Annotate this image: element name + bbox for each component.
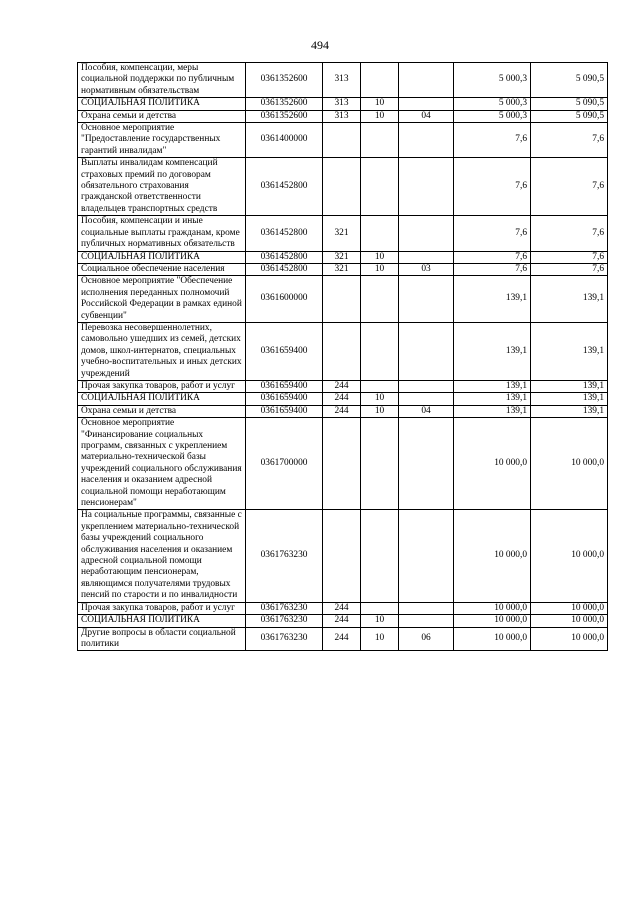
cell-sum2: 10 000,0 bbox=[531, 615, 608, 627]
cell-vr: 244 bbox=[323, 380, 361, 392]
cell-sum1: 7,6 bbox=[454, 263, 531, 275]
cell-code: 0361700000 bbox=[246, 418, 323, 510]
cell-vr bbox=[323, 158, 361, 216]
cell-rz: 10 bbox=[361, 405, 399, 417]
table-row bbox=[78, 615, 608, 627]
table-row bbox=[78, 276, 608, 323]
cell-pr bbox=[399, 393, 454, 405]
cell-sum2: 139,1 bbox=[531, 322, 608, 380]
cell-sum2: 10 000,0 bbox=[531, 510, 608, 602]
cell-vr: 244 bbox=[323, 602, 361, 614]
cell-sum2: 139,1 bbox=[531, 393, 608, 405]
cell-pr: 03 bbox=[399, 263, 454, 275]
cell-sum1: 5 000,3 bbox=[454, 110, 531, 122]
cell-vr bbox=[323, 123, 361, 158]
cell-sum2: 7,6 bbox=[531, 158, 608, 216]
cell-name: Пособия, компенсации и иные социальные выплаты гражданам, кроме публичных нормативных обязательств bbox=[78, 216, 246, 251]
cell-sum1: 139,1 bbox=[454, 380, 531, 392]
cell-code: 0361600000 bbox=[246, 276, 323, 323]
cell-pr bbox=[399, 158, 454, 216]
cell-pr bbox=[399, 123, 454, 158]
cell-sum2: 139,1 bbox=[531, 405, 608, 417]
cell-vr: 321 bbox=[323, 216, 361, 251]
table-row bbox=[78, 510, 608, 602]
table-body bbox=[78, 63, 608, 651]
cell-vr: 313 bbox=[323, 63, 361, 98]
cell-sum1: 139,1 bbox=[454, 405, 531, 417]
table-row bbox=[78, 123, 608, 158]
cell-sum1: 7,6 bbox=[454, 123, 531, 158]
cell-code: 0361763230 bbox=[246, 510, 323, 602]
cell-rz: 10 bbox=[361, 615, 399, 627]
cell-pr bbox=[399, 510, 454, 602]
table-row bbox=[78, 251, 608, 263]
cell-pr bbox=[399, 615, 454, 627]
cell-rz bbox=[361, 510, 399, 602]
cell-sum1: 10 000,0 bbox=[454, 615, 531, 627]
cell-name: На социальные программы, связанные с укреплением материально-технической базы учреждений социального обслуживания населения и оказанием адресной социальной помощи неработающим пенсионерам, являющимся получателями трудовых пенсий по старости и по инвалидности bbox=[78, 510, 246, 602]
cell-sum2: 7,6 bbox=[531, 123, 608, 158]
cell-rz: 10 bbox=[361, 98, 399, 110]
cell-name: Выплаты инвалидам компенсаций страховых премий по договорам обязательного страхования гражданской ответственности владельцев транспортных средств bbox=[78, 158, 246, 216]
table-row bbox=[78, 263, 608, 275]
cell-rz bbox=[361, 322, 399, 380]
cell-pr bbox=[399, 322, 454, 380]
cell-sum1: 139,1 bbox=[454, 276, 531, 323]
cell-pr bbox=[399, 251, 454, 263]
table-row bbox=[78, 216, 608, 251]
cell-rz bbox=[361, 63, 399, 98]
cell-sum1: 139,1 bbox=[454, 393, 531, 405]
table-row bbox=[78, 418, 608, 510]
cell-name: Социальное обеспечение населения bbox=[78, 263, 246, 275]
cell-code: 0361763230 bbox=[246, 627, 323, 651]
cell-name: Основное мероприятие "Финансирование социальных программ, связанных с укреплением материально-технической базы учреждений социального обслуживания населения и оказанием адресной социальной помощи неработающим пенсионерам" bbox=[78, 418, 246, 510]
cell-vr: 244 bbox=[323, 405, 361, 417]
cell-name: Основное мероприятие "Обеспечение исполнения переданных полномочий Российской Федерации в рамках единой субвенции" bbox=[78, 276, 246, 323]
table-row bbox=[78, 405, 608, 417]
cell-code: 0361452800 bbox=[246, 263, 323, 275]
cell-vr: 321 bbox=[323, 263, 361, 275]
cell-sum2: 5 090,5 bbox=[531, 98, 608, 110]
cell-sum2: 7,6 bbox=[531, 216, 608, 251]
table-row bbox=[78, 322, 608, 380]
cell-rz bbox=[361, 380, 399, 392]
cell-vr bbox=[323, 510, 361, 602]
cell-name: Другие вопросы в области социальной политики bbox=[78, 627, 246, 651]
budget-table bbox=[77, 62, 608, 651]
cell-code: 0361452800 bbox=[246, 216, 323, 251]
cell-pr bbox=[399, 602, 454, 614]
cell-code: 0361659400 bbox=[246, 405, 323, 417]
cell-sum1: 139,1 bbox=[454, 322, 531, 380]
cell-name: Прочая закупка товаров, работ и услуг bbox=[78, 380, 246, 392]
cell-vr bbox=[323, 276, 361, 323]
cell-pr bbox=[399, 216, 454, 251]
cell-name: СОЦИАЛЬНАЯ ПОЛИТИКА bbox=[78, 98, 246, 110]
cell-name: Охрана семьи и детства bbox=[78, 110, 246, 122]
cell-rz bbox=[361, 216, 399, 251]
cell-pr bbox=[399, 63, 454, 98]
cell-vr: 244 bbox=[323, 627, 361, 651]
table-row bbox=[78, 393, 608, 405]
cell-pr bbox=[399, 418, 454, 510]
cell-rz bbox=[361, 602, 399, 614]
cell-name: СОЦИАЛЬНАЯ ПОЛИТИКА bbox=[78, 393, 246, 405]
cell-name: Перевозка несовершеннолетних, самовольно ушедших из семей, детских домов, школ-интернатов, специальных учебно-воспитательных и иных детских учреждений bbox=[78, 322, 246, 380]
cell-code: 0361452800 bbox=[246, 158, 323, 216]
cell-sum1: 10 000,0 bbox=[454, 418, 531, 510]
cell-name: Прочая закупка товаров, работ и услуг bbox=[78, 602, 246, 614]
cell-rz: 10 bbox=[361, 263, 399, 275]
table-row bbox=[78, 63, 608, 98]
cell-sum1: 10 000,0 bbox=[454, 627, 531, 651]
cell-sum2: 10 000,0 bbox=[531, 627, 608, 651]
cell-sum2: 5 090,5 bbox=[531, 63, 608, 98]
cell-vr: 244 bbox=[323, 615, 361, 627]
cell-pr bbox=[399, 380, 454, 392]
cell-sum2: 139,1 bbox=[531, 276, 608, 323]
cell-code: 0361659400 bbox=[246, 393, 323, 405]
cell-code: 0361400000 bbox=[246, 123, 323, 158]
cell-pr bbox=[399, 276, 454, 323]
cell-sum2: 5 090,5 bbox=[531, 110, 608, 122]
cell-name: Пособия, компенсации, меры социальной поддержки по публичным нормативным обязательствам bbox=[78, 63, 246, 98]
cell-vr bbox=[323, 418, 361, 510]
cell-sum2: 10 000,0 bbox=[531, 602, 608, 614]
cell-sum1: 7,6 bbox=[454, 251, 531, 263]
cell-sum1: 10 000,0 bbox=[454, 602, 531, 614]
cell-code: 0361352600 bbox=[246, 110, 323, 122]
cell-rz bbox=[361, 418, 399, 510]
cell-vr bbox=[323, 322, 361, 380]
table-row bbox=[78, 627, 608, 651]
cell-sum2: 10 000,0 bbox=[531, 418, 608, 510]
cell-rz: 10 bbox=[361, 110, 399, 122]
cell-rz: 10 bbox=[361, 251, 399, 263]
cell-vr: 313 bbox=[323, 110, 361, 122]
cell-pr bbox=[399, 98, 454, 110]
cell-sum1: 10 000,0 bbox=[454, 510, 531, 602]
cell-sum1: 7,6 bbox=[454, 216, 531, 251]
cell-name: Основное мероприятие "Предоставление государственных гарантий инвалидам" bbox=[78, 123, 246, 158]
cell-rz: 10 bbox=[361, 627, 399, 651]
cell-code: 0361352600 bbox=[246, 98, 323, 110]
cell-rz bbox=[361, 276, 399, 323]
cell-pr: 04 bbox=[399, 405, 454, 417]
cell-code: 0361763230 bbox=[246, 615, 323, 627]
cell-vr: 313 bbox=[323, 98, 361, 110]
table-row bbox=[78, 380, 608, 392]
cell-rz bbox=[361, 158, 399, 216]
cell-code: 0361763230 bbox=[246, 602, 323, 614]
cell-sum1: 7,6 bbox=[454, 158, 531, 216]
cell-sum1: 5 000,3 bbox=[454, 63, 531, 98]
cell-code: 0361659400 bbox=[246, 322, 323, 380]
table-row bbox=[78, 158, 608, 216]
cell-code: 0361452800 bbox=[246, 251, 323, 263]
cell-sum2: 7,6 bbox=[531, 263, 608, 275]
cell-vr: 321 bbox=[323, 251, 361, 263]
cell-name: СОЦИАЛЬНАЯ ПОЛИТИКА bbox=[78, 615, 246, 627]
table-row bbox=[78, 602, 608, 614]
cell-name: СОЦИАЛЬНАЯ ПОЛИТИКА bbox=[78, 251, 246, 263]
table-row bbox=[78, 98, 608, 110]
cell-sum2: 7,6 bbox=[531, 251, 608, 263]
table-row bbox=[78, 110, 608, 122]
cell-sum1: 5 000,3 bbox=[454, 98, 531, 110]
page-number: 494 bbox=[311, 38, 329, 52]
cell-code: 0361352600 bbox=[246, 63, 323, 98]
cell-vr: 244 bbox=[323, 393, 361, 405]
cell-pr: 06 bbox=[399, 627, 454, 651]
cell-name: Охрана семьи и детства bbox=[78, 405, 246, 417]
cell-sum2: 139,1 bbox=[531, 380, 608, 392]
cell-rz: 10 bbox=[361, 393, 399, 405]
cell-code: 0361659400 bbox=[246, 380, 323, 392]
cell-pr: 04 bbox=[399, 110, 454, 122]
cell-rz bbox=[361, 123, 399, 158]
